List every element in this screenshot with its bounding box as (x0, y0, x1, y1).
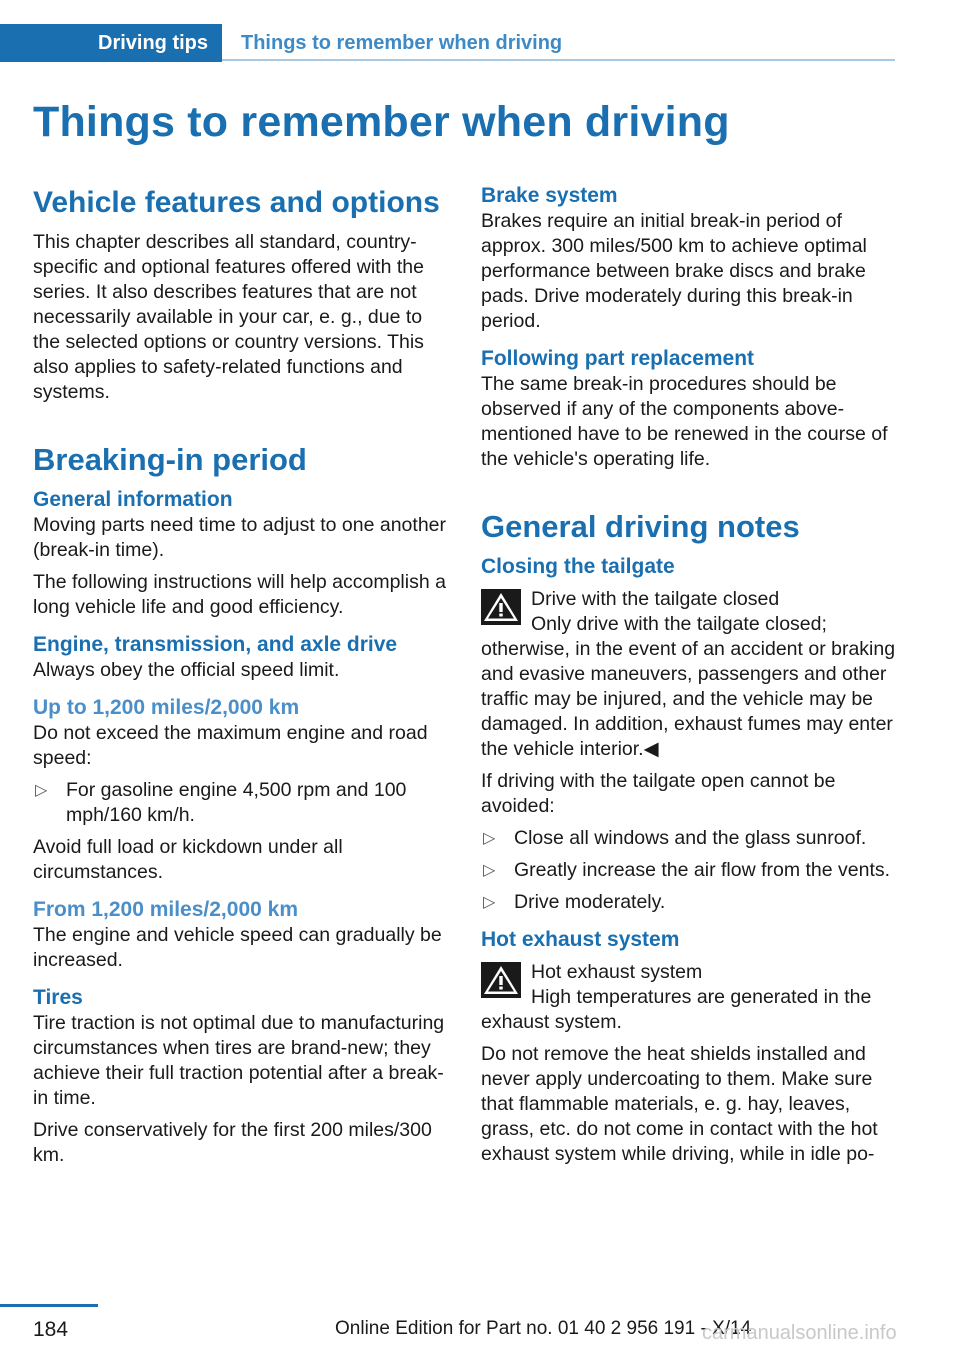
list-item-text: Drive moderately. (514, 891, 666, 913)
exhaust-text: Do not remove the heat shields installed and never apply undercoating to them. Make sure that flammable materials, e. g. hay, leaves, grass, etc. do not come in contact with the hot exhaust system while driving, while in idle po- (481, 1043, 878, 1165)
up-to-text: Do not exceed the maximum engine and road speed: (33, 722, 428, 769)
heading-tires: Tires (33, 986, 83, 1009)
list-item-text: Close all windows and the glass sunroof. (514, 827, 867, 849)
heading-hot-exhaust: Hot exhaust system (481, 928, 680, 951)
page-number: 184 (33, 1318, 69, 1341)
edition-note: Online Edition for Part no. 01 40 2 956 191 - X/14 (335, 1318, 752, 1339)
list-item (481, 890, 901, 915)
warning-triangle-icon (481, 962, 521, 998)
triangle-bullet-icon: ▷ (35, 782, 48, 799)
triangle-bullet-icon: ▷ (483, 894, 496, 911)
tailgate-warning-text: Only drive with the tailgate closed; otherwise, in the event of an accident or braking and evasive maneuvers, passengers and other traffic may be injured, and the vehicle may be damaged. In addition, exhaust fumes may enter the vehicle interior.◀ (481, 613, 896, 760)
list-item (481, 826, 901, 851)
heading-vehicle-features: Vehicle features and options (33, 186, 440, 219)
exhaust-warning-title: Hot exhaust system (531, 961, 703, 983)
header-divider (222, 59, 895, 61)
list-item (481, 858, 901, 883)
tailgate-list (481, 826, 901, 915)
heading-engine: Engine, transmission, and axle drive (33, 633, 398, 656)
left-column (33, 183, 453, 1168)
right-column (481, 183, 901, 1167)
heading-closing-tailgate: Closing the tailgate (481, 555, 675, 578)
general-info-text-2: The following instructions will help accomplish a long vehicle life and good efficiency. (33, 571, 446, 618)
warning-triangle-icon (481, 589, 521, 625)
triangle-bullet-icon: ▷ (483, 830, 496, 847)
heading-brake-system: Brake system (481, 184, 618, 207)
section-tab[interactable]: Things to remember when driving (241, 32, 563, 54)
heading-general-information: General information (33, 488, 233, 511)
tailgate-warning (481, 587, 901, 637)
up-to-list (33, 778, 453, 828)
triangle-bullet-icon: ▷ (483, 862, 496, 879)
exhaust-warning-text: High temperatures are generated in the exhaust system. (481, 986, 872, 1033)
general-info-text-1: Moving parts need time to adjust to one another (break-in time). (33, 514, 447, 561)
chapter-tab[interactable]: Driving tips (0, 24, 222, 62)
heading-from: From 1,200 miles/2,000 km (33, 898, 298, 921)
brake-text: Brakes require an initial break-in period of approx. 300 miles/500 km to achieve optimal performance between brake discs and brake pads. Drive moderately during this break-in period. (481, 210, 867, 332)
header-bar (0, 24, 895, 62)
page-title: Things to remember when driving (33, 98, 730, 146)
following-text: The same break-in procedures should be observed if any of the components above-mentioned have to be renewed in the course of the vehicle's operating life. (481, 373, 888, 470)
tailgate-warning-title: Drive with the tailgate closed (531, 588, 780, 610)
heading-up-to: Up to 1,200 miles/2,000 km (33, 696, 300, 719)
list-item-text: Greatly increase the air flow from the vents. (514, 859, 891, 881)
tailgate-open-text: If driving with the tailgate open cannot be avoided: (481, 770, 836, 817)
engine-text: Always obey the official speed limit. (33, 659, 340, 681)
vehicle-features-text: This chapter describes all standard, country-specific and optional features offered with the series. It also describes features that are not necessarily available in your car, e. g., due to the selected options or country versions. This also applies to safety-related functions and systems. (33, 231, 424, 403)
up-to-after-text: Avoid full load or kickdown under all circumstances. (33, 836, 343, 883)
tires-text-1: Tire traction is not optimal due to manufacturing circumstances when tires are brand-new; they achieve their full traction potential after a break-in time. (33, 1012, 445, 1109)
exhaust-warning (481, 960, 901, 1010)
watermark: carmanualsonline.info (702, 1322, 897, 1344)
tires-text-2: Drive conservatively for the first 200 miles/300 km. (33, 1119, 432, 1166)
footer-divider (0, 1304, 98, 1307)
heading-following-replacement: Following part replacement (481, 347, 755, 370)
list-item-text: For gasoline engine 4,500 rpm and 100 mph/160 km/h. (66, 779, 407, 826)
heading-breaking-in: Breaking-in period (33, 442, 307, 477)
list-item (33, 778, 453, 828)
from-text: The engine and vehicle speed can gradually be increased. (33, 924, 442, 971)
heading-general-driving: General driving notes (481, 509, 800, 544)
